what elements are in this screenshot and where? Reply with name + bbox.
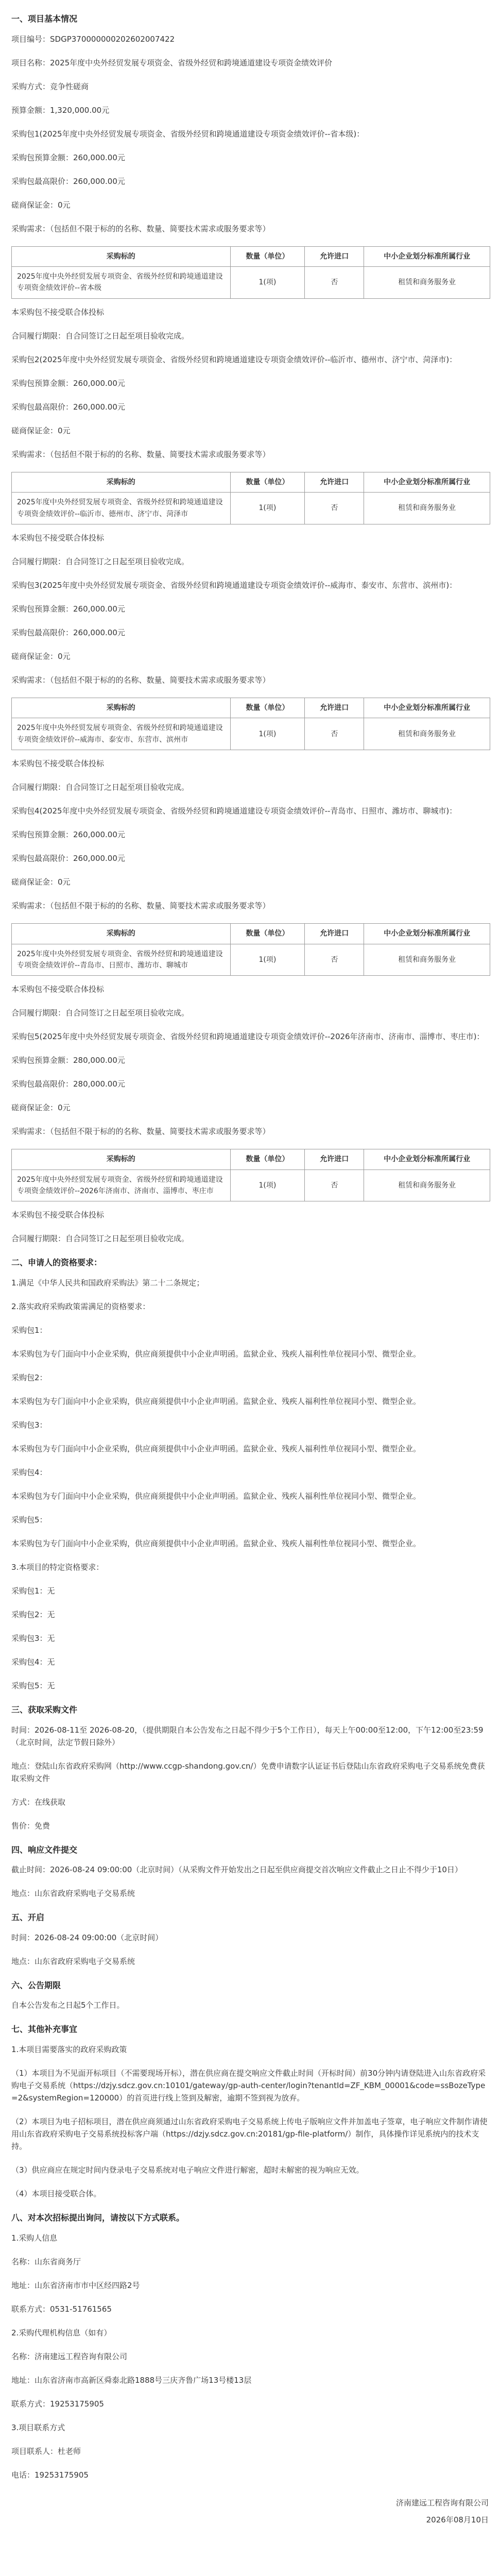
table-header-row <box>12 246 490 266</box>
qual-specific-item: 采购包4：无 <box>11 1657 55 1667</box>
cell-sme: 租赁和商务服务业 <box>364 493 490 524</box>
cell-sme: 租赁和商务服务业 <box>364 266 490 298</box>
lots-container <box>11 128 489 1245</box>
project-name: 项目名称：2025年度中央外经贸发展专项资金、省级外经贸和跨境通道建设专项资金绩效评价 <box>11 58 333 67</box>
buyer-address: 地址：山东省济南市市中区经四路2号 <box>11 2280 140 2290</box>
buyer-title: 1.采购人信息 <box>11 2233 58 2243</box>
cell-sme: 租赁和商务服务业 <box>364 1170 490 1201</box>
qual-lot-label: 采购包2： <box>11 1373 47 1383</box>
agent-address: 地址：山东省济南市高新区舜泰北路1888号三庆齐鲁广场13号楼13层 <box>11 2375 252 2385</box>
lot-max-price: 采购包最高限价：260,000.00元 <box>11 854 125 863</box>
cell-import: 否 <box>305 718 364 750</box>
supplement-item: （4）本项目接受联合体。 <box>11 2189 101 2199</box>
lot-max-price: 采购包最高限价：260,000.00元 <box>11 402 125 412</box>
header-sme: 中小企业划分标准所属行业 <box>364 698 490 718</box>
buyer-name: 名称：山东省商务厅 <box>11 2257 81 2266</box>
project-contact-title: 3.项目联系方式 <box>11 2422 65 2432</box>
cell-item: 2025年度中央外经贸发展专项资金、省级外经贸和跨境通道建设专项资金绩效评价--青岛市、日照市、潍坊市、聊城市 <box>12 944 231 976</box>
opening-time: 时间：2026-08-24 09:00:00（北京时间） <box>11 1933 163 1942</box>
cell-import: 否 <box>305 1170 364 1201</box>
section-title-contact: 八、对本次招标提出询问，请按以下方式联系。 <box>11 2213 185 2223</box>
requirement-table <box>11 698 490 750</box>
table-header-row <box>12 1149 490 1170</box>
lot-budget: 采购包预算金额：280,000.00元 <box>11 1056 125 1065</box>
signature-block <box>11 2495 489 2529</box>
obtain-price: 售价：免费 <box>11 1821 50 1831</box>
qual-specific-item: 采购包1：无 <box>11 1586 55 1596</box>
qual-specific-item: 采购包3：无 <box>11 1634 55 1643</box>
cell-qty: 1(项) <box>230 266 305 298</box>
qual-general: 1.满足《中华人民共和国政府采购法》第二十二条规定； <box>11 1278 204 1288</box>
signature-org: 济南建远工程咨询有限公司 <box>395 2498 489 2507</box>
table-row <box>12 266 490 298</box>
header-item: 采购标的 <box>12 698 231 718</box>
lot-deposit: 磋商保证金：0元 <box>11 651 71 661</box>
cell-item: 2025年度中央外经贸发展专项资金、省级外经贸和跨境通道建设专项资金绩效评价--临沂市、德州市、济宁市、菏泽市 <box>12 493 231 524</box>
header-item: 采购标的 <box>12 924 231 944</box>
lot-need: 采购包3(2025年度中央外经贸发展专项资金、省级外经贸和跨境通道建设专项资金绩效评价--威海市、泰安市、东营市、滨州市)： <box>11 580 457 590</box>
supplement-item: （3）供应商应在规定时间内登录电子交易系统对电子响应文件进行解密，超时未解密的视为响应无效。 <box>11 2165 364 2175</box>
table-header-row <box>12 924 490 944</box>
lot-requirement-label: 采购需求：（包括但不限于标的的名称、数量、简要技术需求或服务要求等） <box>11 901 270 911</box>
lot-consortium-note: 本采购包不接受联合体投标 <box>11 985 105 994</box>
procurement-method: 采购方式：竞争性磋商 <box>11 81 89 91</box>
agent-phone: 联系方式：19253175905 <box>11 2399 104 2409</box>
budget-amount: 预算金额：1,320,000.00元 <box>11 105 110 115</box>
announcement-period: 自本公告发布之日起5个工作日。 <box>11 2001 125 2010</box>
lot-block <box>11 1030 489 1245</box>
signature-date: 2026年08月10日 <box>426 2515 489 2524</box>
table-header-row <box>12 472 490 492</box>
lot-requirement-label: 采购需求：（包括但不限于标的的名称、数量、简要技术需求或服务要求等） <box>11 449 270 459</box>
lot-consortium-note: 本采购包不接受联合体投标 <box>11 533 105 543</box>
supplement-item: （2）本项目为电子招标项目，潜在供应商须通过山东省政府采购电子交易系统上传电子版响应文件并加盖电子签章，电子响应文件制作请使用山东省政府采购电子交易系统投标客户端（https://dzjy.sdcz.gov.cn:20181/gp-file-platform/）制作，具体操作详见系统内的技术支持。 <box>11 2117 488 2151</box>
header-qty: 数量（单位） <box>230 472 305 492</box>
lot-deposit: 磋商保证金：0元 <box>11 877 71 887</box>
submit-deadline: 截止时间：2026-08-24 09:00:00（北京时间）（从采购文件开始发出之日起至供应商提交首次响应文件截止之日止不得少于10日） <box>11 1865 462 1875</box>
table-row <box>12 718 490 750</box>
requirement-table <box>11 246 490 299</box>
qual-lot-label: 采购包3： <box>11 1420 47 1430</box>
section-title-basic: 一、项目基本情况 <box>11 14 78 24</box>
header-qty: 数量（单位） <box>230 924 305 944</box>
lot-requirement-label: 采购需求：（包括但不限于标的的名称、数量、简要技术需求或服务要求等） <box>11 224 270 233</box>
section-title-obtain: 三、获取采购文件 <box>11 1705 78 1715</box>
lot-block <box>11 805 489 1019</box>
qual-lot-text: 本采购包为专门面向中小企业采购，供应商须提供中小企业声明函。监狱企业、残疾人福利性单位视同小型、微型企业。 <box>11 1349 421 1359</box>
qual-specific-item: 采购包5：无 <box>11 1681 55 1691</box>
lot-max-price: 采购包最高限价：260,000.00元 <box>11 628 125 637</box>
lot-consortium-note: 本采购包不接受联合体投标 <box>11 307 105 317</box>
cell-import: 否 <box>305 266 364 298</box>
header-qty: 数量（单位） <box>230 1149 305 1170</box>
qual-policy-label: 2.落实政府采购政策需满足的资格要求： <box>11 1302 150 1312</box>
lot-deposit: 磋商保证金：0元 <box>11 1103 71 1113</box>
section-title-submit: 四、响应文件提交 <box>11 1844 78 1855</box>
qual-lots-container <box>11 1324 489 1550</box>
obtain-way: 方式：在线获取 <box>11 1797 66 1807</box>
supplement-items <box>11 2067 489 2200</box>
lot-contract-period: 合同履行期限：自合同签订之日起至项目验收完成。 <box>11 331 189 341</box>
header-sme: 中小企业划分标准所属行业 <box>364 246 490 266</box>
lot-consortium-note: 本采购包不接受联合体投标 <box>11 1210 105 1220</box>
cell-item: 2025年度中央外经贸发展专项资金、省级外经贸和跨境通道建设专项资金绩效评价--威海市、泰安市、东营市、滨州市 <box>12 718 231 750</box>
agent-name: 名称：济南建远工程咨询有限公司 <box>11 2351 128 2361</box>
header-item: 采购标的 <box>12 1149 231 1170</box>
opening-place: 地点：山东省政府采购电子交易系统 <box>11 1956 135 1966</box>
cell-item: 2025年度中央外经贸发展专项资金、省级外经贸和跨境通道建设专项资金绩效评价--2026年济南市、济南市、淄博市、枣庄市 <box>12 1170 231 1201</box>
qual-lot-label: 采购包1： <box>11 1326 47 1335</box>
qual-lot-text: 本采购包为专门面向中小企业采购，供应商须提供中小企业声明函。监狱企业、残疾人福利性单位视同小型、微型企业。 <box>11 1397 421 1406</box>
project-no: 项目编号：SDGP370000000202602007422 <box>11 34 175 44</box>
lot-need: 采购包4(2025年度中央外经贸发展专项资金、省级外经贸和跨境通道建设专项资金绩效评价--青岛市、日照市、潍坊市、聊城市)： <box>11 806 457 816</box>
lot-deposit: 磋商保证金：0元 <box>11 200 71 210</box>
lot-need: 采购包5(2025年度中央外经贸发展专项资金、省级外经贸和跨境通道建设专项资金绩效评价--2026年济南市、济南市、淄博市、枣庄市)： <box>11 1032 485 1042</box>
lot-contract-period: 合同履行期限：自合同签订之日起至项目验收完成。 <box>11 1008 189 1018</box>
agent-title: 2.采购代理机构信息（如有） <box>11 2328 112 2337</box>
table-row <box>12 944 490 976</box>
section-title-qualification: 二、申请人的资格要求： <box>11 1258 102 1268</box>
cell-qty: 1(项) <box>230 718 305 750</box>
section-title-supplement: 七、其他补充事宜 <box>11 2024 78 2035</box>
header-qty: 数量（单位） <box>230 246 305 266</box>
supplement-item: （1）本项目为不见面开标项目（不需要现场开标），潜在供应商在提交响应文件截止时间（开标时间）前30分钟内请登陆进入山东省政府采购电子交易系统（https://dzjy.sdcz.gov.cn:10101/gateway/gp-auth-center/login?tenantId=ZF_KBM_00001&code=ssBozeType=2&systemRegion=120000）的首页进行线上签到及解密，逾期不签到视为放弃。 <box>11 2069 486 2103</box>
lot-need: 采购包2(2025年度中央外经贸发展专项资金、省级外经贸和跨境通道建设专项资金绩效评价--临沂市、德州市、济宁市、菏泽市)： <box>11 354 457 364</box>
qual-lot-text: 本采购包为专门面向中小企业采购，供应商须提供中小企业声明函。监狱企业、残疾人福利性单位视同小型、微型企业。 <box>11 1492 421 1501</box>
qual-lot-label: 采购包5： <box>11 1515 47 1525</box>
header-import: 允许进口 <box>305 472 364 492</box>
header-sme: 中小企业划分标准所属行业 <box>364 472 490 492</box>
lot-contract-period: 合同履行期限：自合同签订之日起至项目验收完成。 <box>11 783 189 792</box>
section-title-period: 六、公告期限 <box>11 1980 61 1990</box>
header-import: 允许进口 <box>305 1149 364 1170</box>
lot-block <box>11 579 489 793</box>
lot-requirement-label: 采购需求：（包括但不限于标的的名称、数量、简要技术需求或服务要求等） <box>11 1127 270 1137</box>
lot-block <box>11 128 489 342</box>
lot-need: 采购包1(2025年度中央外经贸发展专项资金、省级外经贸和跨境通道建设专项资金绩效评价--省本级)： <box>11 129 365 139</box>
cell-qty: 1(项) <box>230 944 305 976</box>
cell-qty: 1(项) <box>230 493 305 524</box>
header-item: 采购标的 <box>12 472 231 492</box>
lot-consortium-note: 本采购包不接受联合体投标 <box>11 759 105 769</box>
obtain-place: 地点：登陆山东省政府采购网（http://www.ccgp-shandong.gov.cn/）免费申请数字认证证书后登陆山东省政府采购电子交易系统免费获取采购文件 <box>11 1761 485 1783</box>
cell-sme: 租赁和商务服务业 <box>364 718 490 750</box>
header-import: 允许进口 <box>305 246 364 266</box>
cell-import: 否 <box>305 944 364 976</box>
header-import: 允许进口 <box>305 698 364 718</box>
qual-lot-text: 本采购包为专门面向中小企业采购，供应商须提供中小企业声明函。监狱企业、残疾人福利性单位视同小型、微型企业。 <box>11 1539 421 1549</box>
header-sme: 中小企业划分标准所属行业 <box>364 1149 490 1170</box>
lot-requirement-label: 采购需求：（包括但不限于标的的名称、数量、简要技术需求或服务要求等） <box>11 675 270 685</box>
requirement-table <box>11 472 490 524</box>
table-row <box>12 493 490 524</box>
supplement-label: 1.本项目需要落实的政府采购政策 <box>11 2045 127 2055</box>
lot-budget: 采购包预算金额：260,000.00元 <box>11 830 125 840</box>
project-contact-phone: 电话：19253175905 <box>11 2470 89 2480</box>
cell-qty: 1(项) <box>230 1170 305 1201</box>
lot-max-price: 采购包最高限价：280,000.00元 <box>11 1079 125 1089</box>
cell-sme: 租赁和商务服务业 <box>364 944 490 976</box>
lot-max-price: 采购包最高限价：260,000.00元 <box>11 176 125 186</box>
lot-deposit: 磋商保证金：0元 <box>11 426 71 435</box>
cell-import: 否 <box>305 493 364 524</box>
requirement-table <box>11 923 490 976</box>
qual-lot-label: 采购包4： <box>11 1468 47 1478</box>
lot-budget: 采购包预算金额：260,000.00元 <box>11 152 125 162</box>
header-item: 采购标的 <box>12 246 231 266</box>
obtain-time: 时间：2026-08-11至 2026-08-20，（提供期限自本公告发布之日起不得少于5个工作日），每天上午00:00至12:00，下午12:00至23:59（北京时间，法定节假日除外） <box>11 1725 484 1747</box>
lot-contract-period: 合同履行期限：自合同签订之日起至项目验收完成。 <box>11 556 189 566</box>
lot-block <box>11 353 489 568</box>
lot-contract-period: 合同履行期限：自合同签订之日起至项目验收完成。 <box>11 1234 189 1244</box>
requirement-table <box>11 1149 490 1201</box>
project-contact-person: 项目联系人：杜老师 <box>11 2446 81 2456</box>
qual-lot-text: 本采购包为专门面向中小企业采购，供应商须提供中小企业声明函。监狱企业、残疾人福利性单位视同小型、微型企业。 <box>11 1444 421 1454</box>
lot-budget: 采购包预算金额：260,000.00元 <box>11 378 125 388</box>
table-header-row <box>12 698 490 718</box>
qual-specific-container <box>11 1585 489 1692</box>
qual-specific-label: 3.本项目的特定资格要求： <box>11 1563 104 1572</box>
header-sme: 中小企业划分标准所属行业 <box>364 924 490 944</box>
table-row <box>12 1170 490 1201</box>
buyer-phone: 联系方式：0531-51761565 <box>11 2304 112 2314</box>
cell-item: 2025年度中央外经贸发展专项资金、省级外经贸和跨境通道建设专项资金绩效评价--省本级 <box>12 266 231 298</box>
qual-specific-item: 采购包2：无 <box>11 1610 55 1620</box>
submit-place: 地点：山东省政府采购电子交易系统 <box>11 1889 135 1899</box>
header-import: 允许进口 <box>305 924 364 944</box>
lot-budget: 采购包预算金额：260,000.00元 <box>11 604 125 614</box>
section-title-opening: 五、开启 <box>11 1912 45 1923</box>
header-qty: 数量（单位） <box>230 698 305 718</box>
